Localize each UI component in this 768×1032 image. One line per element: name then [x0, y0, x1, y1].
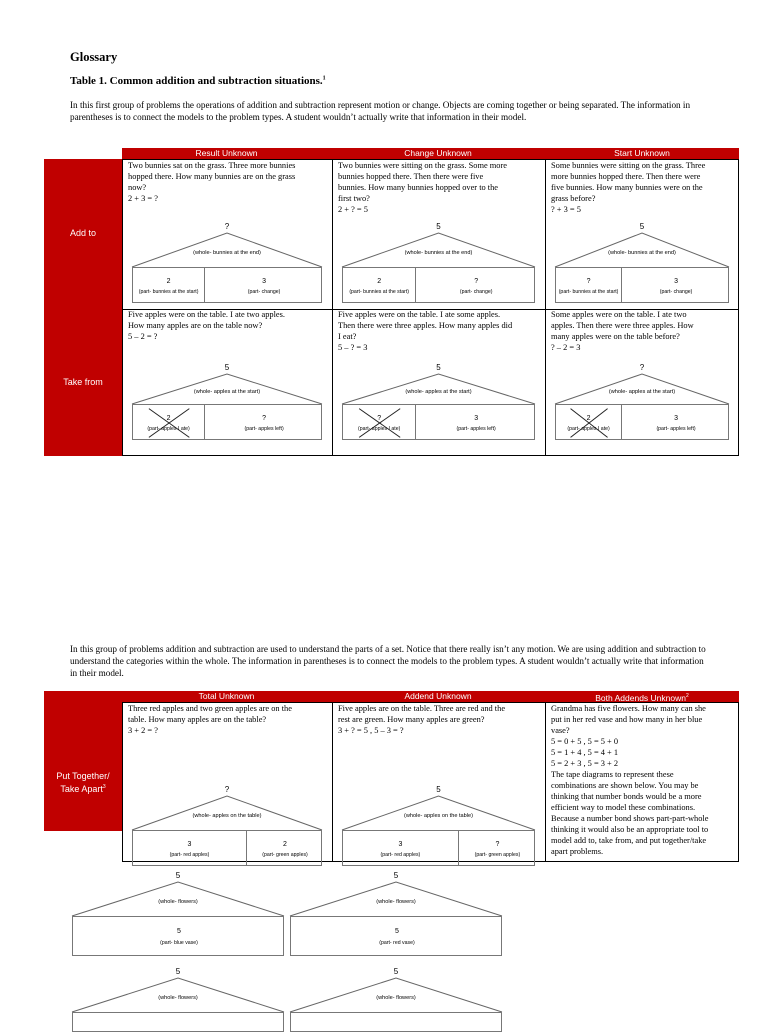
whole-label: (whole- apples at the start) [608, 388, 676, 395]
tape-model [555, 363, 729, 440]
part-value: 3 [674, 415, 678, 423]
part-label: (part- red vase) [379, 940, 415, 947]
whole-label: (whole- apples at the start) [405, 388, 472, 395]
cell-text-line: many apples were on the table before? [551, 332, 680, 341]
table2-cell [122, 702, 332, 862]
whole-label: (whole- apples at the start) [193, 388, 261, 395]
crossed-out-mark [343, 405, 416, 441]
whole-label: (whole- bunnies at the end) [193, 249, 261, 256]
table1-row-header-bar [44, 159, 122, 456]
tape-model [132, 363, 322, 440]
flower-tape-diagram [290, 871, 502, 956]
whole-value: 5 [639, 222, 645, 231]
whole-value: 5 [175, 967, 181, 976]
part-label: (part- apples left) [244, 425, 284, 432]
tape-model [132, 785, 322, 866]
table2-cell [545, 702, 739, 862]
part-label: (part- apples left) [656, 425, 696, 432]
tape-part [343, 405, 416, 439]
part-label: (part- apples I ate) [357, 425, 401, 432]
table1-cell [545, 159, 739, 308]
part-label: (part- change) [459, 288, 493, 295]
cell-text-line: Then there were three apples. How many apples did [338, 321, 513, 330]
roof-shape [555, 229, 729, 267]
whole-value: 5 [436, 785, 441, 794]
part-value: ? [262, 415, 267, 423]
cell-text-line: 3 + 2 = ? [128, 726, 158, 735]
part-label: (part- green apples) [474, 851, 521, 858]
whole-value: ? [224, 222, 230, 231]
part-value: 2 [586, 415, 591, 423]
cell-text-line: 5 – ? = 3 [338, 343, 368, 352]
table1-cell [545, 308, 739, 457]
table1-footnote-mark: 1 [322, 75, 326, 82]
roof-shape [132, 229, 322, 267]
roof-shape [342, 229, 535, 267]
cell-text-line: Three red apples and two green apples are on the [128, 704, 292, 713]
cell-text-line: Five apples were on the table. I ate some apples. [338, 310, 501, 319]
col-total-unknown: Total Unknown [198, 691, 255, 701]
intro-paragraph-1: In this first group of problems the operations of addition and subtraction represent motion or change. Objects are coming together or being separated. The information in parentheses is to connect the models to the problem types. A student wouldn’t actually write that information in their model. [70, 100, 691, 122]
roof-shape [132, 370, 322, 404]
row-label-line-1: Put Together/ [56, 771, 110, 781]
whole-label: (whole- flowers) [376, 994, 416, 1001]
cell-text-line: more bunnies hopped there. Then there were [551, 172, 701, 181]
part-value: ? [586, 278, 591, 286]
part-value: 2 [166, 415, 171, 423]
table1-title [70, 75, 326, 87]
cell-problem-text [128, 160, 295, 204]
whole-value: 5 [436, 222, 441, 231]
part-label: (part- blue vase) [160, 940, 198, 947]
tape-box [72, 916, 284, 956]
row-label-line-2-text: Take Apart [60, 784, 103, 794]
cell-text-line: combinations are shown below. You may be [551, 781, 699, 790]
cell-text-line: rest are green. How many apples are green? [338, 715, 485, 724]
cell-text-line: apart problems. [551, 847, 604, 856]
roof-shape [342, 792, 535, 830]
cell-text-line: table. How many apples are on the table? [128, 715, 267, 724]
tape-part [205, 268, 323, 302]
whole-label: (whole- flowers) [376, 898, 416, 905]
cell-text-line: The tape diagrams to represent these [551, 770, 674, 779]
cell-text-line: five bunnies. How many bunnies were on the [551, 183, 703, 192]
col-result-unknown: Result Unknown [195, 148, 258, 158]
cell-text-line: efficient way to model these combinations. [551, 803, 696, 812]
whole-label: (whole- bunnies at the end) [404, 249, 473, 256]
part-label: (part- change) [247, 288, 281, 295]
part-value: ? [495, 841, 500, 849]
tape-model [555, 222, 729, 303]
cell-text-line: 5 – 2 = ? [128, 332, 158, 341]
whole-label: (whole- bunnies at the end) [608, 249, 676, 256]
tape-part [247, 831, 323, 865]
part-label: (part- green apples) [262, 851, 308, 858]
part-label: (part- apples left) [456, 425, 496, 432]
roof-shape [342, 370, 535, 404]
tape-part [133, 405, 205, 439]
cell-text-line: 2 + ? = 5 [338, 205, 368, 214]
tape-part [73, 917, 285, 955]
table2 [44, 691, 739, 862]
table1-cell [122, 159, 332, 308]
whole-value: 5 [393, 871, 399, 880]
cell-problem-text [338, 703, 505, 736]
cell-text-line: put in her red vase and how many in her blue [551, 715, 703, 724]
roof-shape [290, 974, 502, 1012]
cell-text-line: ? – 2 = 3 [551, 343, 581, 352]
flower-tape-diagram [290, 967, 502, 1032]
tape-part [556, 268, 622, 302]
cell-text-line: Some bunnies were sitting on the grass. Three [551, 161, 706, 170]
part-label: (part- bunnies at the start) [349, 288, 409, 295]
tape-part [459, 831, 536, 865]
tape-box [132, 830, 322, 866]
tape-part [133, 268, 205, 302]
part-value: 3 [474, 415, 479, 423]
tape-box [290, 916, 502, 956]
tape-box [132, 404, 322, 440]
whole-value: ? [639, 363, 645, 372]
part-value: ? [474, 278, 479, 286]
tape-part [343, 831, 459, 865]
part-value: 2 [166, 278, 171, 286]
cell-text-line: ? + 3 = 5 [551, 205, 581, 214]
crossed-out-mark [133, 405, 205, 441]
part-value: 2 [377, 278, 382, 286]
row-take-from: Take from [63, 377, 103, 387]
table1-cell [332, 308, 545, 457]
part-label: (part- bunnies at the start) [558, 288, 619, 295]
roof-shape [290, 878, 502, 916]
part-value: 3 [398, 841, 403, 849]
part-label: (part- change) [659, 288, 693, 295]
cell-text-line: How many apples are on the table now? [128, 321, 263, 330]
cell-text-line: Five apples were on the table. I ate two apples. [128, 310, 285, 319]
part-label: (part- red apples) [169, 851, 210, 858]
part-value: 3 [262, 278, 267, 286]
table1-title-text: Table 1. Common addition and subtraction situations. [70, 75, 323, 87]
table1-cell [332, 159, 545, 308]
tape-part [291, 917, 503, 955]
cell-text-line: vase? [551, 726, 570, 735]
cell-text-line: Some apples were on the table. I ate two [551, 310, 687, 319]
cell-text-line: hopped there. How many bunnies are on the grass [128, 172, 296, 181]
part-value: 2 [283, 841, 287, 849]
part-label: (part- apples I ate) [567, 425, 610, 432]
col-change-unknown: Change Unknown [404, 148, 472, 158]
tape-model [342, 363, 535, 440]
page-heading: Glossary [70, 50, 118, 64]
tape-box [290, 1012, 502, 1032]
tape-part [556, 405, 622, 439]
table2-row-header-bar [44, 691, 122, 831]
cell-text-line: Because a number bond shows part-part-whole [551, 814, 709, 823]
cell-text-line: Five apples are on the table. Three are red and the [338, 704, 506, 713]
tape-part [205, 405, 323, 439]
flower-tape-diagram [72, 967, 284, 1032]
tape-model [132, 222, 322, 303]
tape-box [342, 404, 535, 440]
part-label: (part- apples I ate) [147, 425, 190, 432]
cell-text-line: bunnies hopped there. Then there were five [338, 172, 484, 181]
cell-text-line: apples. Then there were three apples. How [551, 321, 694, 330]
cell-text-line: first two? [338, 194, 370, 203]
row-put-together-take-apart [44, 771, 122, 795]
part-value: 3 [674, 278, 678, 286]
cell-text-line: 5 = 1 + 4 , 5 = 4 + 1 [551, 748, 619, 757]
both-addends-label: Both Addends Unknown [595, 692, 686, 703]
cell-problem-text [338, 309, 512, 353]
part-value: 5 [395, 928, 399, 936]
cell-problem-text [551, 160, 705, 215]
cell-text-line: thinking that number bonds would be a more [551, 792, 702, 801]
part-label: (part- red apples) [380, 851, 421, 858]
cell-text-line: model add to, take from, and put together/take [551, 836, 707, 845]
cell-text-line: Two bunnies were sitting on the grass. Some more [338, 161, 507, 170]
tape-part [622, 268, 730, 302]
tape-model [342, 222, 535, 303]
cell-problem-text [551, 309, 694, 353]
cell-text-line: thinking it would also be an appropriate tool to [551, 825, 709, 834]
whole-label: (whole- flowers) [158, 994, 198, 1001]
tape-part [343, 268, 416, 302]
tape-model [342, 785, 535, 866]
roof-shape [555, 370, 729, 404]
whole-value: 5 [175, 871, 181, 880]
whole-label: (whole- apples on the table) [403, 812, 474, 819]
col-addend-unknown: Addend Unknown [404, 691, 472, 701]
part-value: 5 [177, 928, 181, 936]
both-addends-footnote: 2 [685, 693, 689, 699]
roof-shape [132, 792, 322, 830]
cell-problem-text [338, 160, 507, 215]
cell-problem-text [128, 703, 292, 736]
cell-text-line: Two bunnies sat on the grass. Three more bunnies [128, 161, 296, 170]
tape-part [133, 831, 247, 865]
cell-text-line: 5 = 0 + 5 , 5 = 5 + 0 [551, 737, 619, 746]
flower-tape-diagram [72, 871, 284, 956]
whole-value: 5 [224, 363, 230, 372]
part-value: ? [377, 415, 382, 423]
col-both-addends-unknown [545, 691, 739, 702]
whole-value: 5 [436, 363, 441, 372]
whole-label: (whole- apples on the table) [192, 812, 262, 819]
whole-label: (whole- flowers) [158, 898, 198, 905]
part-label: (part- bunnies at the start) [138, 288, 199, 295]
cell-problem-text [128, 309, 285, 342]
cell-text-line: I eat? [338, 332, 357, 341]
cell-text-line: 5 = 2 + 3 , 5 = 3 + 2 [551, 759, 619, 768]
table1-cell [122, 308, 332, 457]
cell-text-line: 3 + ? = 5 , 5 – 3 = ? [338, 726, 404, 735]
part-value: 3 [187, 841, 192, 849]
row-label-footnote: 3 [102, 784, 106, 790]
tape-box [132, 267, 322, 303]
cell-text-line: grass before? [551, 194, 596, 203]
whole-value: ? [224, 785, 230, 794]
cell-problem-text [551, 703, 708, 857]
roof-shape [72, 878, 284, 916]
cell-text-line: bunnies. How many bunnies hopped over to the [338, 183, 499, 192]
tape-box [555, 267, 729, 303]
tape-part [416, 405, 536, 439]
cell-text-line: Grandma has five flowers. How many can she [551, 704, 706, 713]
tape-box [342, 267, 535, 303]
row-label-line-2 [44, 782, 122, 795]
roof-shape [72, 974, 284, 1012]
col-start-unknown: Start Unknown [614, 148, 670, 158]
table1 [44, 148, 739, 456]
tape-box [72, 1012, 284, 1032]
tape-box [342, 830, 535, 866]
tape-part [622, 405, 730, 439]
tape-box [555, 404, 729, 440]
crossed-out-mark [556, 405, 622, 441]
row-add-to: Add to [69, 228, 97, 238]
intro-paragraph-2: In this group of problems addition and subtraction are used to understand the parts of a set. Notice that there really isn’t any motion. We are using addition and subtraction to understand the categories within the whole. The information in parentheses is to connect the models to the problem types. A student wouldn’t actually write that information in their model. [70, 644, 706, 678]
whole-value: 5 [393, 967, 399, 976]
cell-text-line: now? [128, 183, 147, 192]
table2-cell [332, 702, 545, 862]
cell-text-line: 2 + 3 = ? [128, 194, 158, 203]
tape-part [416, 268, 536, 302]
